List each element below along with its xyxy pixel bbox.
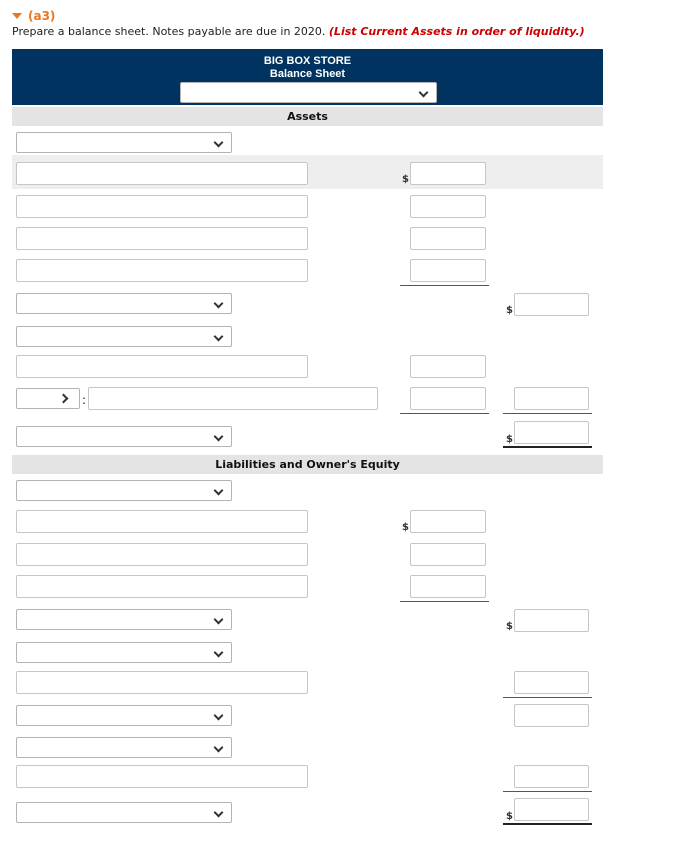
dollar-sign: $ xyxy=(506,811,513,822)
total-liabilities-equity-select[interactable] xyxy=(16,802,232,823)
colon-separator: : xyxy=(82,393,87,407)
liability-category-select[interactable] xyxy=(16,480,232,501)
total-liabilities-input[interactable] xyxy=(514,704,589,727)
total-liabilities-equity-input[interactable] xyxy=(514,798,589,821)
liability-category-select[interactable] xyxy=(16,642,232,663)
company-name: BIG BOX STORE xyxy=(263,55,352,67)
assets-heading: Assets xyxy=(12,107,603,126)
statement-header xyxy=(12,49,603,105)
total-current-assets-input[interactable] xyxy=(514,293,589,316)
equity-amount-input[interactable] xyxy=(514,765,589,788)
total-double-underline xyxy=(503,823,592,825)
asset-amount-input[interactable] xyxy=(410,162,486,185)
dollar-sign: $ xyxy=(506,621,513,632)
date-select[interactable] xyxy=(180,82,437,103)
liability-amount-input[interactable] xyxy=(410,510,486,533)
instructions-text: Prepare a balance sheet. Notes payable are due in 2020. xyxy=(12,25,329,38)
asset-account-input[interactable] xyxy=(16,259,308,282)
total-assets-select[interactable] xyxy=(16,426,232,447)
total-current-liabilities-input[interactable] xyxy=(514,609,589,632)
subtotal-underline xyxy=(400,601,489,602)
subtotal-underline xyxy=(503,413,592,414)
asset-account-input[interactable] xyxy=(16,355,308,378)
liability-account-input[interactable] xyxy=(16,543,308,566)
total-liabilities-select[interactable] xyxy=(16,705,232,726)
asset-amount-input[interactable] xyxy=(410,259,486,282)
asset-amount-input[interactable] xyxy=(410,195,486,218)
liability-account-input[interactable] xyxy=(16,671,308,694)
total-double-underline xyxy=(503,446,592,448)
subtotal-underline xyxy=(503,697,592,698)
asset-category-select[interactable] xyxy=(16,132,232,153)
dollar-sign: $ xyxy=(506,305,513,316)
asset-amount-input[interactable] xyxy=(410,355,486,378)
less-select[interactable] xyxy=(16,388,80,409)
liability-amount-input[interactable] xyxy=(410,575,486,598)
instructions-emphasis: (List Current Assets in order of liquidity.) xyxy=(328,25,585,38)
liability-account-input[interactable] xyxy=(16,510,308,533)
total-assets-input[interactable] xyxy=(514,421,589,444)
liability-amount-input[interactable] xyxy=(514,671,589,694)
statement-title: Balance Sheet xyxy=(269,68,346,80)
asset-amount-input[interactable] xyxy=(410,227,486,250)
part-label: (a3) xyxy=(28,9,56,23)
liability-amount-input[interactable] xyxy=(410,543,486,566)
subtotal-underline xyxy=(400,413,489,414)
total-current-assets-select[interactable] xyxy=(16,293,232,314)
net-asset-input[interactable] xyxy=(514,387,589,410)
part-heading[interactable] xyxy=(12,8,55,24)
equity-account-input[interactable] xyxy=(16,765,308,788)
equity-category-select[interactable] xyxy=(16,737,232,758)
collapse-triangle-icon[interactable] xyxy=(12,13,22,19)
dollar-sign: $ xyxy=(506,434,513,445)
asset-category-select[interactable] xyxy=(16,326,232,347)
liabilities-heading: Liabilities and Owner's Equity xyxy=(12,455,603,474)
total-current-liabilities-select[interactable] xyxy=(16,609,232,630)
asset-account-input[interactable] xyxy=(16,162,308,185)
subtotal-underline xyxy=(400,285,489,286)
contra-account-input[interactable] xyxy=(88,387,378,410)
instructions xyxy=(12,25,585,38)
asset-amount-input[interactable] xyxy=(410,387,486,410)
liability-account-input[interactable] xyxy=(16,575,308,598)
dollar-sign: $ xyxy=(402,522,409,533)
subtotal-underline xyxy=(503,791,592,792)
dollar-sign: $ xyxy=(402,174,409,185)
asset-account-input[interactable] xyxy=(16,195,308,218)
asset-account-input[interactable] xyxy=(16,227,308,250)
